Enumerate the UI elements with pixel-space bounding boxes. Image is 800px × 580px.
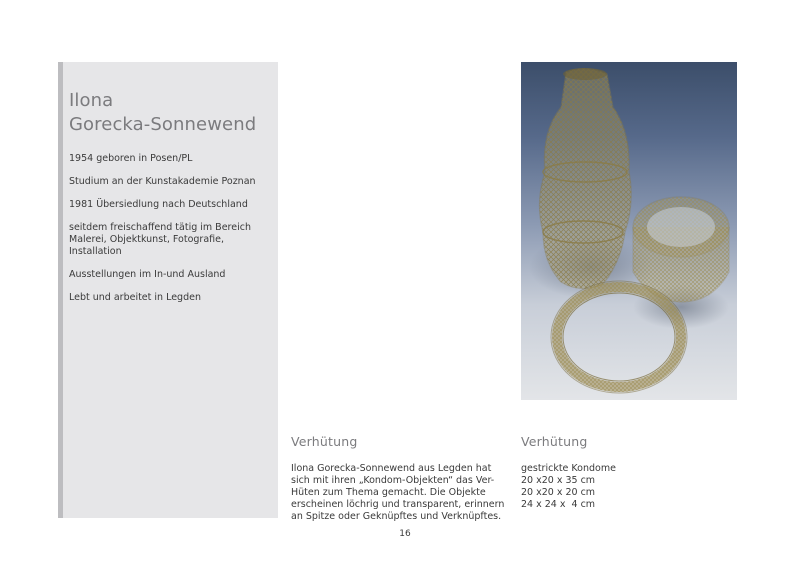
- artist-name-line-2: Gorecka-Sonnewend: [69, 114, 257, 135]
- biography-item-work: seitdem freischaffend tätig im Bereich Malerei, Objektkunst, Fotografie, Installation: [69, 222, 251, 257]
- biography-item-residence: Lebt und arbeitet in Legden: [69, 292, 201, 303]
- biography-panel: [58, 62, 278, 518]
- dimension-item: 24 x 24 x 4 cm: [521, 499, 596, 510]
- artist-name: [69, 89, 274, 137]
- dimension-item: 20 x20 x 35 cm: [521, 475, 596, 486]
- tall-knitted-object: [539, 68, 631, 289]
- biography-list: [69, 153, 269, 315]
- artwork-title-heading: Verhütung: [291, 434, 358, 449]
- biography-item-study: Studium an der Kunstakademie Poznan: [69, 176, 256, 187]
- artwork-photo: [521, 62, 737, 400]
- dimension-item: 20 x20 x 20 cm: [521, 487, 596, 498]
- artwork-description-column: [291, 434, 513, 523]
- biography-item-birth: 1954 geboren in Posen/PL: [69, 153, 193, 164]
- artist-name-line-1: Ilona: [69, 90, 114, 111]
- artwork-specs-list: [521, 463, 737, 511]
- panel-accent-bar: [58, 62, 63, 518]
- material-text: gestrickte Kondome: [521, 463, 616, 474]
- artwork-details-column: [521, 434, 737, 511]
- artwork-illustration: [521, 62, 737, 400]
- page-number: 16: [399, 529, 411, 539]
- biography-item-move: 1981 Übersiedlung nach Deutschland: [69, 199, 248, 210]
- artwork-description: Ilona Gorecka-Sonnewend aus Legden hat sich mit ihren „Kondom-Objekten“ das Ver-Hüten zum Thema gemacht. Die Objekte erscheinen löchrig und transparent, erinnern an Spitze oder Geknüpftes und Verknüpftes.: [291, 463, 505, 522]
- details-title-heading: Verhütung: [521, 434, 588, 449]
- biography-item-exhibitions: Ausstellungen im In-und Ausland: [69, 269, 226, 280]
